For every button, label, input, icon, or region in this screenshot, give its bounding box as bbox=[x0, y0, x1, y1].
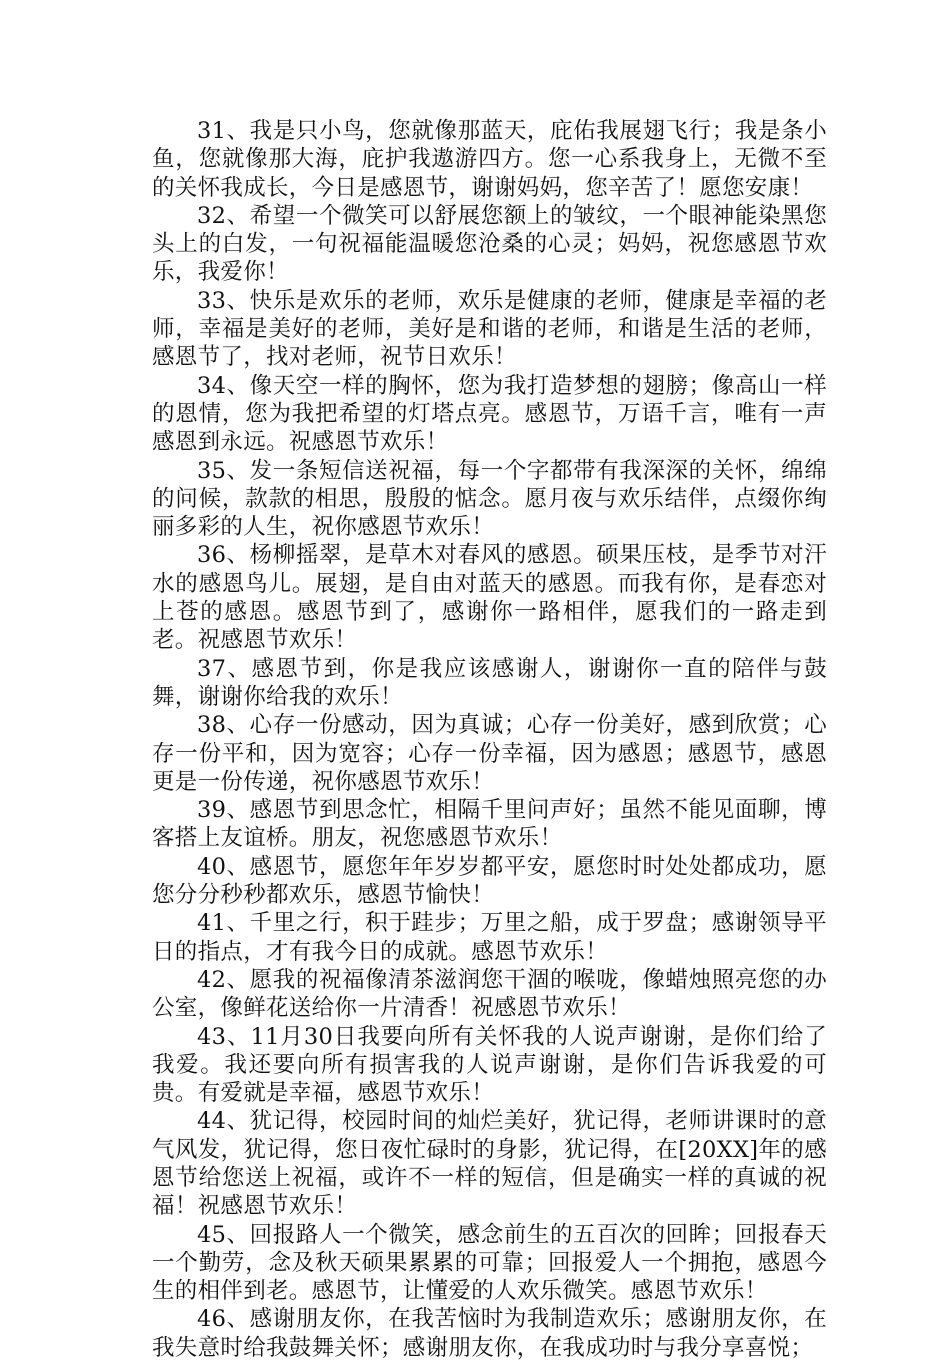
paragraph-43: 43、11月30日我要向所有关怀我的人说声谢谢，是你们给了我爱。我还要向所有损害我的人说声谢谢，是你们告诉我爱的可贵。有爱就是幸福，感恩节欢乐！ bbox=[152, 1023, 827, 1107]
paragraph-42: 42、愿我的祝福像清茶滋润您干涸的喉咙，像蜡烛照亮您的办公室，像鲜花送给你一片清香！祝感恩节欢乐！ bbox=[152, 966, 827, 1022]
paragraph-41: 41、千里之行，积于跬步；万里之船，成于罗盘；感谢领导平日的指点，才有我今日的成就。感恩节欢乐！ bbox=[152, 910, 827, 965]
paragraph-46: 46、感谢朋友你，在我苦恼时为我制造欢乐；感谢朋友你，在我失意时给我鼓舞关怀；感谢朋友你，在我成功时与我分享喜悦； bbox=[152, 1306, 827, 1361]
paragraph-40: 40、感恩节，愿您年年岁岁都平安，愿您时时处处都成功，愿您分分秒秒都欢乐，感恩节愉快！ bbox=[152, 853, 827, 909]
paragraph-45: 45、回报路人一个微笑，感念前生的五百次的回眸；回报春天一个勤劳，念及秋天硕果累累的可靠；回报爱人一个拥抱，感恩今生的相伴到老。感恩节，让懂爱的人欢乐微笑。感恩节欢乐！ bbox=[152, 1221, 827, 1305]
paragraph-39: 39、感恩节到思念忙，相隔千里问声好；虽然不能见面聊，博客搭上友谊桥。朋友，祝您感恩节欢乐！ bbox=[152, 797, 827, 852]
paragraph-36: 36、杨柳摇翠，是草木对春风的感恩。硕果压枝，是季节对汗水的感恩鸟儿。展翅，是自由对蓝天的感恩。而我有你，是春恋对上苍的感恩。感恩节到了，感谢你一路相伴，愿我们的一路走到老。祝感恩节欢乐！ bbox=[152, 542, 827, 654]
paragraph-35: 35、发一条短信送祝福，每一个字都带有我深深的关怀，绵绵的问候，款款的相思，殷殷的惦念。愿月夜与欢乐结伴，点缀你绚丽多彩的人生，祝你感恩节欢乐！ bbox=[152, 457, 827, 541]
paragraph-32: 32、希望一个微笑可以舒展您额上的皱纹，一个眼神能染黑您头上的白发，一句祝福能温暖您沧桑的心灵；妈妈，祝您感恩节欢乐，我爱你！ bbox=[152, 202, 827, 286]
paragraph-37: 37、感恩节到，你是我应该感谢人，谢谢你一直的陪伴与鼓舞，谢谢你给我的欢乐！ bbox=[152, 655, 827, 710]
document-body bbox=[152, 117, 827, 1362]
paragraph-31: 31、我是只小鸟，您就像那蓝天，庇佑我展翅飞行；我是条小鱼，您就像那大海，庇护我遨游四方。您一心系我身上，无微不至的关怀我成长，今日是感恩节，谢谢妈妈，您辛苦了！愿您安康！ bbox=[152, 118, 827, 201]
paragraph-34: 34、像天空一样的胸怀，您为我打造梦想的翅膀；像高山一样的恩情，您为我把希望的灯塔点亮。感恩节，万语千言，唯有一声感恩到永远。祝感恩节欢乐！ bbox=[152, 372, 827, 456]
paragraph-38: 38、心存一份感动，因为真诚；心存一份美好，感到欣赏；心存一份平和，因为宽容；心存一份幸福，因为感恩；感恩节，感恩更是一份传递，祝你感恩节欢乐！ bbox=[152, 712, 827, 795]
paragraph-33: 33、快乐是欢乐的老师，欢乐是健康的老师，健康是幸福的老师，幸福是美好的老师，美好是和谐的老师，和谐是生活的老师，感恩节了，找对老师，祝节日欢乐！ bbox=[152, 287, 827, 371]
paragraph-44: 44、犹记得，校园时间的灿烂美好，犹记得，老师讲课时的意气风发，犹记得，您日夜忙碌时的身影，犹记得，在[20XX]年的感恩节给您送上祝福，或许不一样的短信，但是确实一样的真诚的祝福！祝感恩节欢乐！ bbox=[152, 1108, 827, 1220]
